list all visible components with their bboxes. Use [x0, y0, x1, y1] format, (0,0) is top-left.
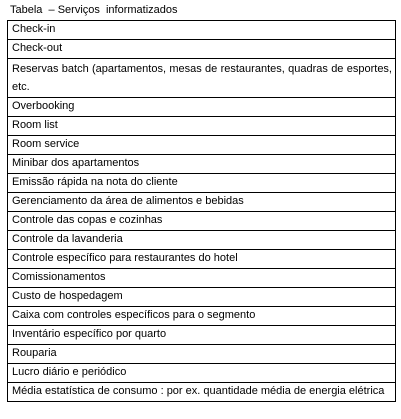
- table-row: [8, 231, 396, 250]
- table-cell: Caixa com controles específicos para o segmento: [8, 307, 396, 326]
- table-cell: Inventário específico por quarto: [8, 326, 396, 345]
- table-row: [8, 288, 396, 307]
- table-row: [8, 383, 396, 402]
- table-cell: Lucro diário e periódico: [8, 364, 396, 383]
- table-cell: Reservas batch (apartamentos, mesas de restaurantes, quadras de esportes, etc.: [8, 59, 396, 98]
- table-cell: Custo de hospedagem: [8, 288, 396, 307]
- table-row: [8, 59, 396, 98]
- table-cell: Rouparia: [8, 345, 396, 364]
- table-row: [8, 364, 396, 383]
- table-row: [8, 193, 396, 212]
- table-row: [8, 345, 396, 364]
- table-cell: Overbooking: [8, 98, 396, 117]
- table-cell: Check-out: [8, 40, 396, 59]
- table-row: [8, 269, 396, 288]
- table-caption: Tabela – Serviços informatizados: [10, 4, 178, 16]
- table-row: [8, 250, 396, 269]
- table-row: [8, 307, 396, 326]
- table-row: [8, 212, 396, 231]
- table-cell: Room list: [8, 117, 396, 136]
- table-row: [8, 117, 396, 136]
- table-row: [8, 98, 396, 117]
- table-cell: Controle das copas e cozinhas: [8, 212, 396, 231]
- table-cell: Room service: [8, 136, 396, 155]
- table-cell: Comissionamentos: [8, 269, 396, 288]
- table-row: [8, 136, 396, 155]
- table-row: [8, 40, 396, 59]
- table-cell: Gerenciamento da área de alimentos e bebidas: [8, 193, 396, 212]
- table-row: [8, 326, 396, 345]
- services-table: [7, 20, 396, 402]
- table-cell: Minibar dos apartamentos: [8, 155, 396, 174]
- table-cell: Controle específico para restaurantes do hotel: [8, 250, 396, 269]
- table-row: [8, 155, 396, 174]
- table-cell: Controle da lavanderia: [8, 231, 396, 250]
- table-cell: Check-in: [8, 21, 396, 40]
- table-row: [8, 174, 396, 193]
- table-cell: Emissão rápida na nota do cliente: [8, 174, 396, 193]
- table-cell: Média estatística de consumo : por ex. quantidade média de energia elétrica: [8, 383, 396, 402]
- table-row: [8, 21, 396, 40]
